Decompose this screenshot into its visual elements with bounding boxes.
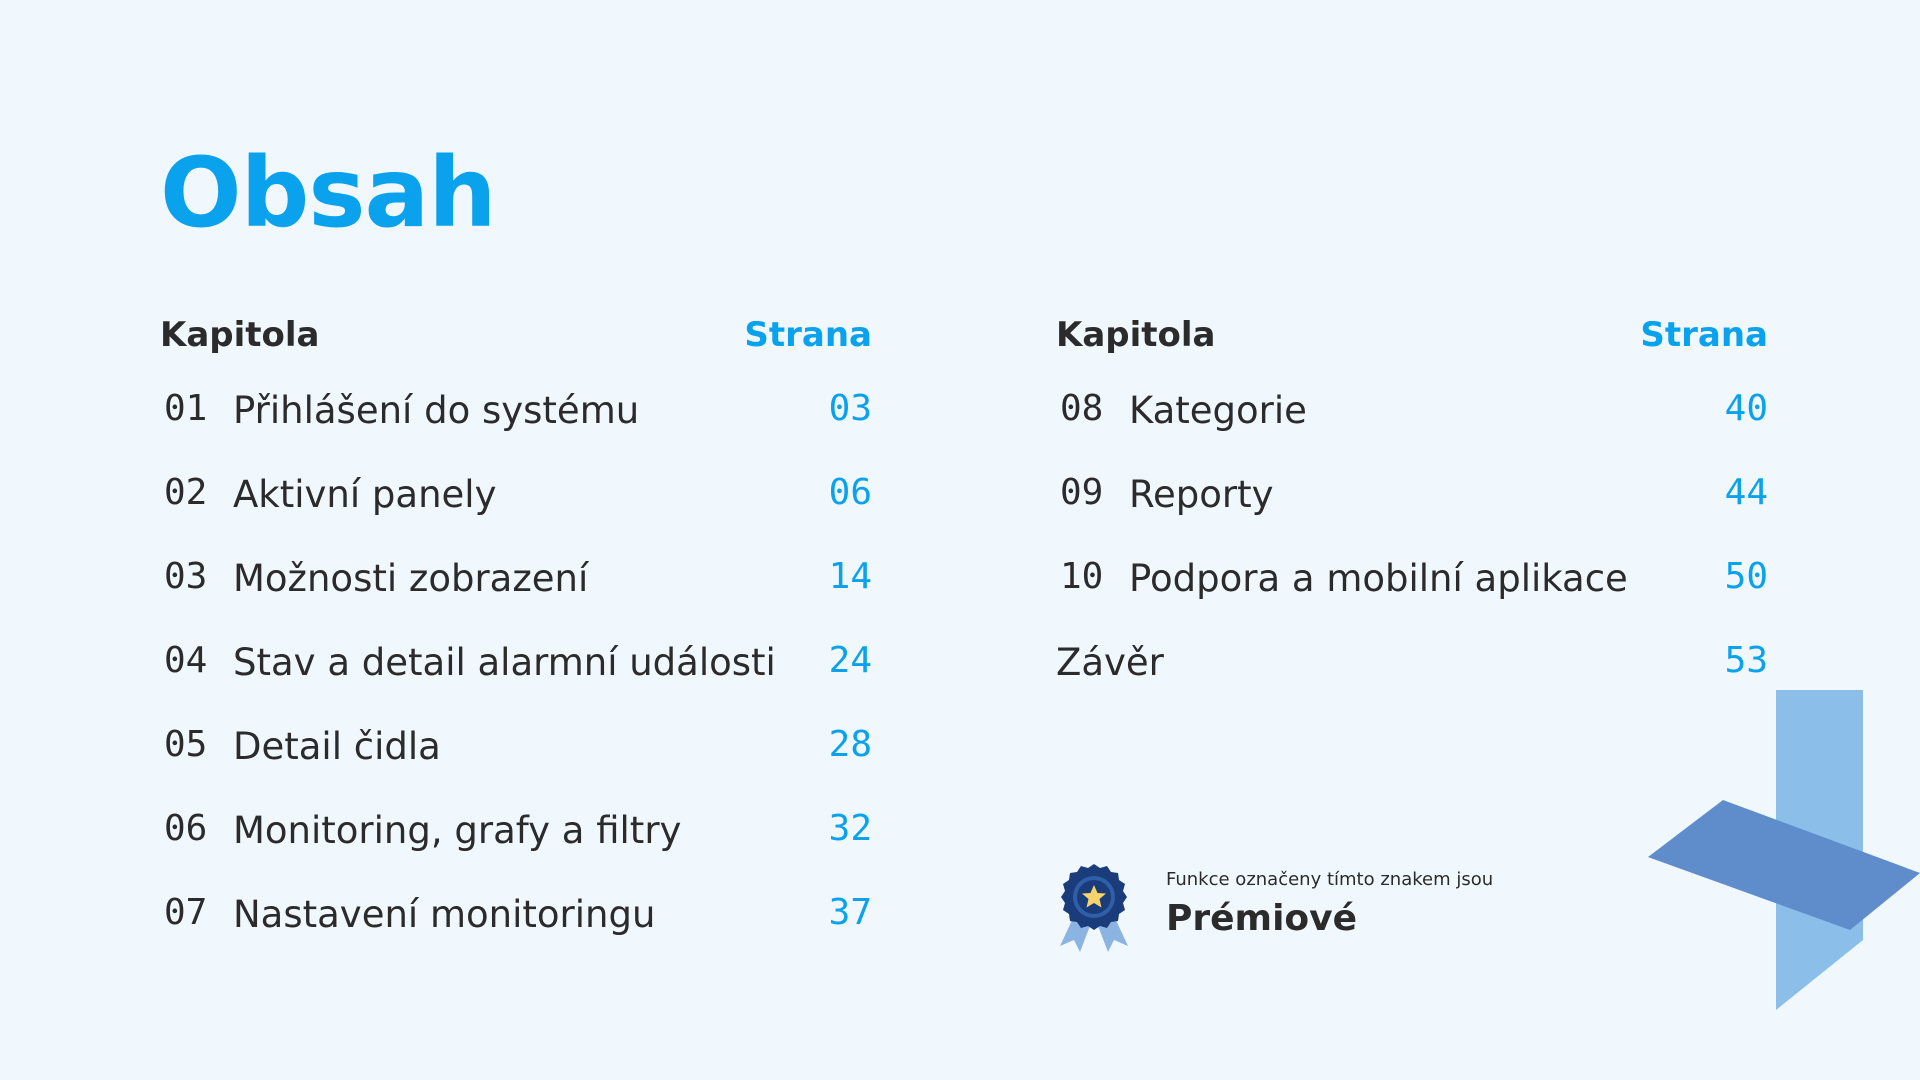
page-number: 06 <box>828 472 872 513</box>
header-chapter: Kapitola <box>160 315 320 355</box>
chapter-number: 01 <box>164 388 208 429</box>
toc-item[interactable] <box>1056 468 1768 552</box>
chapter-title: Monitoring, grafy a filtry <box>233 809 682 852</box>
chapter-title: Podpora a mobilní aplikace <box>1129 557 1628 600</box>
page-number: 32 <box>828 808 872 849</box>
premium-legend <box>1056 860 1616 960</box>
chapter-title: Přihlášení do systému <box>233 389 640 432</box>
chapter-title: Reporty <box>1129 473 1274 516</box>
page-number: 37 <box>828 892 872 933</box>
toc-item[interactable] <box>160 552 872 636</box>
toc-item[interactable] <box>1056 552 1768 636</box>
toc-header <box>160 310 872 360</box>
toc-item[interactable] <box>160 384 872 468</box>
page-number: 28 <box>828 724 872 765</box>
toc-column-right <box>1056 310 1768 720</box>
chapter-title: Stav a detail alarmní události <box>233 641 776 684</box>
premium-badge-icon <box>1056 860 1132 952</box>
chapter-number: 08 <box>1060 388 1104 429</box>
toc-item[interactable] <box>160 888 872 972</box>
chapter-title: Možnosti zobrazení <box>233 557 589 600</box>
decorative-shape <box>1640 690 1920 1080</box>
premium-label: Prémiové <box>1166 898 1358 939</box>
chapter-number: 07 <box>164 892 208 933</box>
toc-item[interactable] <box>160 804 872 888</box>
page-number: 53 <box>1724 640 1768 681</box>
toc-column-left <box>160 310 872 972</box>
premium-note: Funkce označeny tímto znakem jsou <box>1166 869 1494 890</box>
chapter-number: 05 <box>164 724 208 765</box>
chapter-title: Kategorie <box>1129 389 1307 432</box>
chapter-number: 10 <box>1060 556 1104 597</box>
page-title: Obsah <box>160 137 496 249</box>
chapter-number: 09 <box>1060 472 1104 513</box>
page-number: 50 <box>1724 556 1768 597</box>
chapter-title: Aktivní panely <box>233 473 497 516</box>
chapter-number: 04 <box>164 640 208 681</box>
chapter-number: 03 <box>164 556 208 597</box>
chapter-title: Závěr <box>1056 641 1164 684</box>
page-number: 03 <box>828 388 872 429</box>
chapter-title: Nastavení monitoringu <box>233 893 656 936</box>
header-chapter: Kapitola <box>1056 315 1216 355</box>
toc-item[interactable] <box>160 468 872 552</box>
toc-item[interactable] <box>160 720 872 804</box>
toc-list-right <box>1056 384 1768 720</box>
chapter-title: Detail čidla <box>233 725 441 768</box>
toc-item[interactable] <box>1056 384 1768 468</box>
toc-header <box>1056 310 1768 360</box>
toc-item[interactable] <box>160 636 872 720</box>
page-number: 24 <box>828 640 872 681</box>
page-number: 44 <box>1724 472 1768 513</box>
chapter-number: 02 <box>164 472 208 513</box>
chapter-number: 06 <box>164 808 208 849</box>
header-page: Strana <box>744 315 872 355</box>
toc-list-left <box>160 384 872 972</box>
page-number: 40 <box>1724 388 1768 429</box>
header-page: Strana <box>1640 315 1768 355</box>
page-number: 14 <box>828 556 872 597</box>
